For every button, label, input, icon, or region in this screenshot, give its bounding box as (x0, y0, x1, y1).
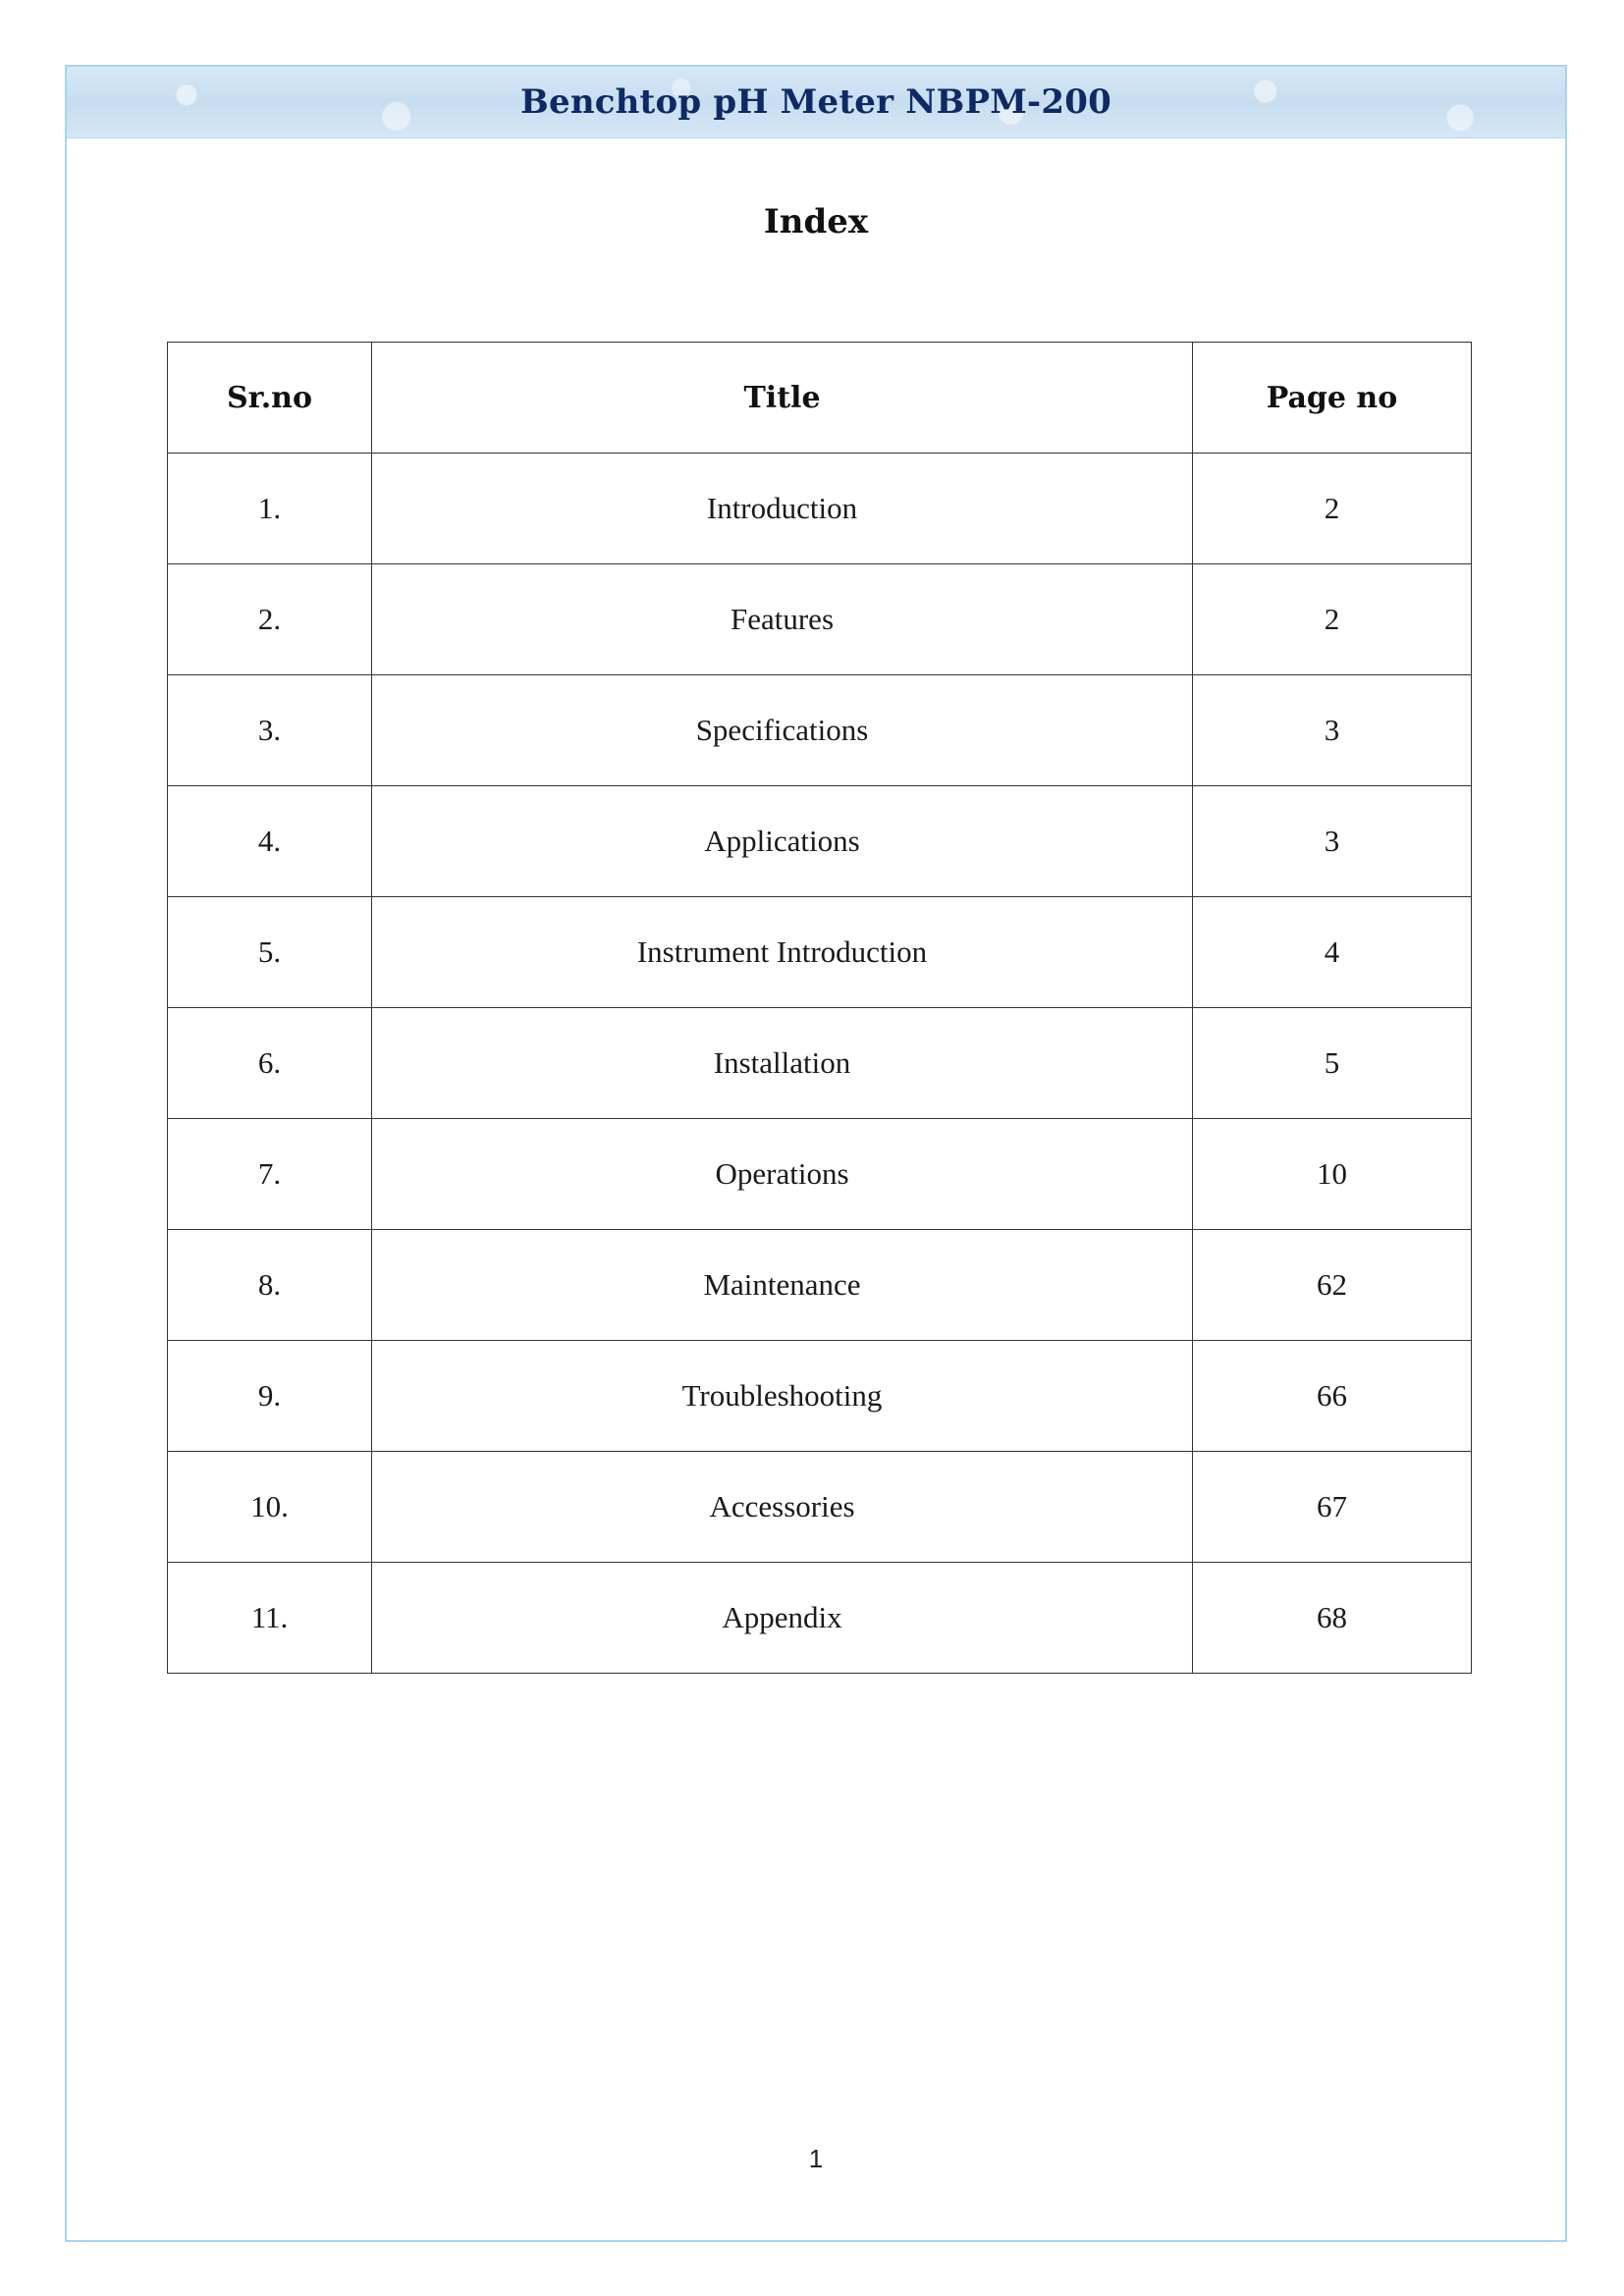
column-header-page: Page no (1193, 343, 1472, 454)
index-heading: Index (763, 202, 869, 241)
row-srno: 10. (168, 1452, 372, 1563)
document-title: Benchtop pH Meter NBPM-200 (520, 82, 1111, 122)
row-title: Installation (372, 1008, 1193, 1119)
table-row (168, 897, 1472, 1008)
row-srno: 9. (168, 1341, 372, 1452)
table-row (168, 1230, 1472, 1341)
page-number: 1 (808, 2144, 824, 2173)
row-page: 66 (1193, 1341, 1472, 1452)
column-header-title: Title (372, 343, 1193, 454)
header-band (67, 67, 1565, 138)
row-title: Appendix (372, 1563, 1193, 1674)
row-title: Instrument Introduction (372, 897, 1193, 1008)
row-srno: 8. (168, 1230, 372, 1341)
row-srno: 5. (168, 897, 372, 1008)
row-title: Features (372, 564, 1193, 675)
table-row (168, 1341, 1472, 1452)
row-srno: 1. (168, 454, 372, 564)
row-page: 10 (1193, 1119, 1472, 1230)
row-page: 5 (1193, 1008, 1472, 1119)
row-srno: 3. (168, 675, 372, 786)
column-header-srno: Sr.no (168, 343, 372, 454)
table-row (168, 1008, 1472, 1119)
table-row (168, 454, 1472, 564)
row-title: Introduction (372, 454, 1193, 564)
table-row (168, 675, 1472, 786)
table-row (168, 1563, 1472, 1674)
row-srno: 7. (168, 1119, 372, 1230)
table-row (168, 786, 1472, 897)
row-title: Applications (372, 786, 1193, 897)
row-page: 68 (1193, 1563, 1472, 1674)
row-srno: 2. (168, 564, 372, 675)
row-page: 67 (1193, 1452, 1472, 1563)
row-page: 4 (1193, 897, 1472, 1008)
row-title: Maintenance (372, 1230, 1193, 1341)
table-header-row (168, 343, 1472, 454)
row-srno: 6. (168, 1008, 372, 1119)
page-frame (65, 65, 1567, 2242)
row-title: Specifications (372, 675, 1193, 786)
row-srno: 4. (168, 786, 372, 897)
row-page: 3 (1193, 675, 1472, 786)
row-srno: 11. (168, 1563, 372, 1674)
row-title: Accessories (372, 1452, 1193, 1563)
table-row (168, 1452, 1472, 1563)
row-title: Troubleshooting (372, 1341, 1193, 1452)
row-page: 2 (1193, 454, 1472, 564)
index-table (167, 342, 1472, 1674)
table-row (168, 564, 1472, 675)
row-title: Operations (372, 1119, 1193, 1230)
row-page: 62 (1193, 1230, 1472, 1341)
row-page: 2 (1193, 564, 1472, 675)
row-page: 3 (1193, 786, 1472, 897)
table-row (168, 1119, 1472, 1230)
